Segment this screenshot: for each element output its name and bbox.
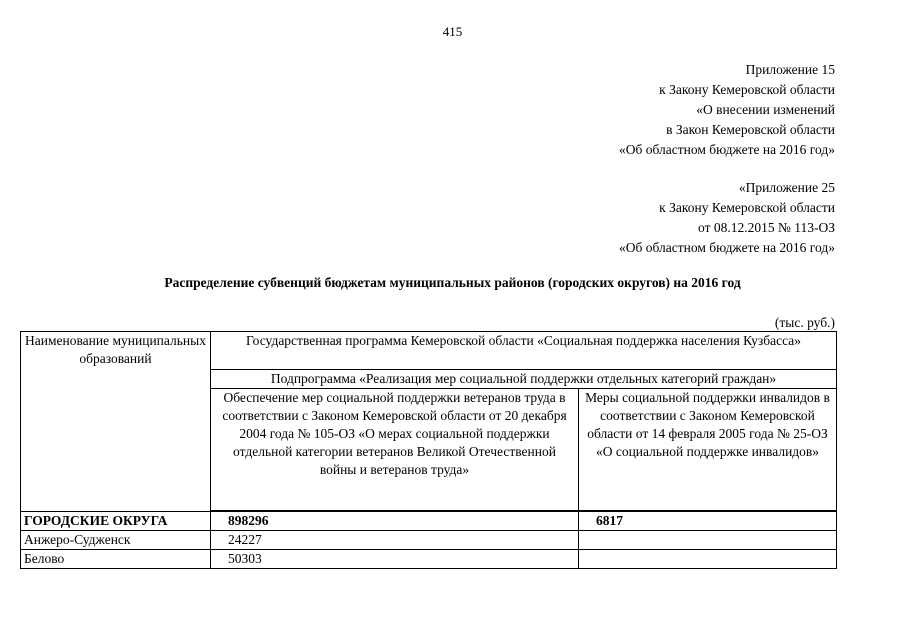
appendix-line: в Закон Кемеровской области	[666, 122, 835, 137]
subsidy-table	[20, 331, 837, 569]
table-header-row	[21, 332, 837, 370]
row-name: Белово	[21, 550, 211, 569]
row-value-disabled	[579, 531, 837, 550]
header-program: Государственная программа Кемеровской области «Социальная поддержка населения Кузбасса»	[211, 332, 837, 370]
units-label: (тыс. руб.)	[774, 315, 835, 330]
page-number: 415	[442, 24, 463, 39]
row-name: Анжеро-Судженск	[21, 531, 211, 550]
row-value-veterans: 50303	[211, 550, 579, 569]
appendix-line: «Об областном бюджете на 2016 год»	[619, 142, 835, 157]
table-row	[21, 512, 837, 531]
appendix-line: от 08.12.2015 № 113-ОЗ	[698, 220, 835, 235]
appendix-line: «О внесении изменений	[696, 102, 835, 117]
table-row	[21, 550, 837, 569]
header-subprogram: Подпрограмма «Реализация мер социальной поддержки отдельных категорий граждан»	[211, 369, 837, 388]
row-name: ГОРОДСКИЕ ОКРУГА	[21, 512, 211, 531]
appendix-reference-25	[619, 178, 835, 258]
appendix-line: «Приложение 25	[738, 180, 835, 195]
row-value-disabled	[579, 550, 837, 569]
table-row	[21, 531, 837, 550]
header-veterans-support: Обеспечение мер социальной поддержки ветеранов труда в соответствии с Законом Кемеровской области от 20 декабря 2004 года № 105-ОЗ «О мерах социальной поддержки отдельной категории ветеранов Великой Отечественной войны и ветеранов труда»	[211, 389, 579, 511]
header-municipality: Наименование муниципальных образований	[21, 332, 211, 512]
appendix-line: Приложение 15	[745, 62, 835, 77]
document-title: Распределение субвенций бюджетам муниципальных районов (городских округов) на 2016 год	[164, 275, 741, 290]
appendix-line: «Об областном бюджете на 2016 год»	[619, 240, 835, 255]
appendix-line: к Закону Кемеровской области	[659, 82, 835, 97]
header-disabled-support: Меры социальной поддержки инвалидов в соответствии с Законом Кемеровской области от 14 февраля 2005 года № 25-ОЗ «О социальной поддержке инвалидов»	[579, 389, 837, 511]
row-value-disabled: 6817	[579, 512, 837, 531]
row-value-veterans: 24227	[211, 531, 579, 550]
row-value-veterans: 898296	[211, 512, 579, 531]
appendix-reference-15	[619, 60, 835, 160]
appendix-line: к Закону Кемеровской области	[659, 200, 835, 215]
